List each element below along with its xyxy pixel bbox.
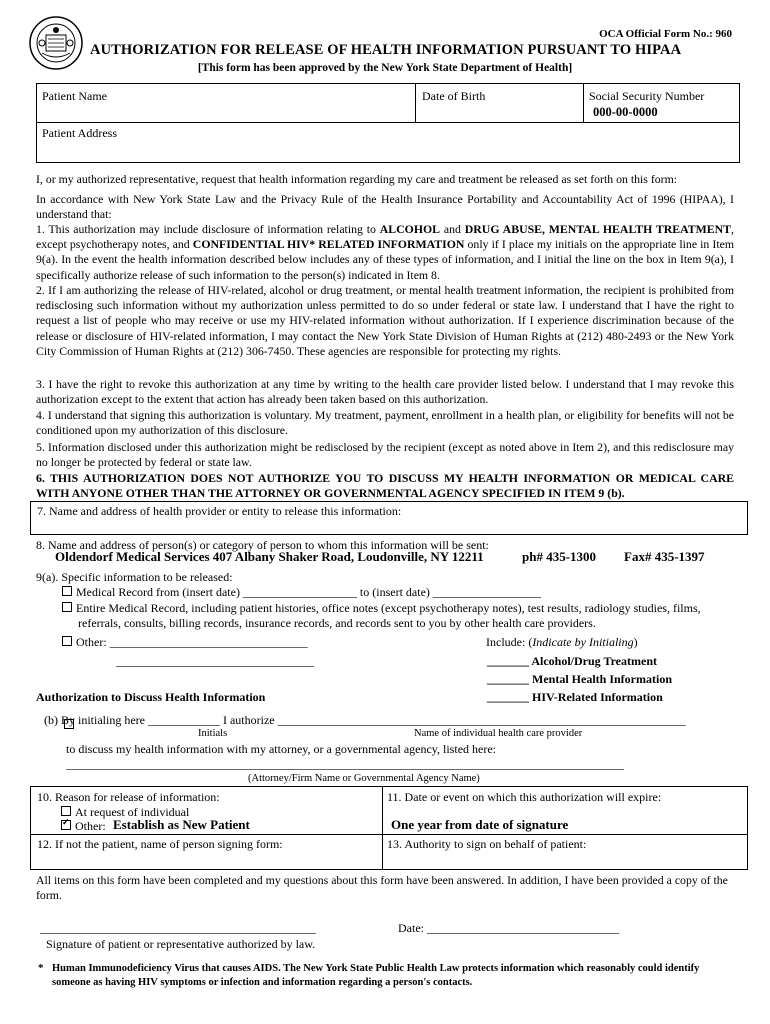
item-10-other[interactable]: ✓Other: [61, 819, 106, 834]
include-label: Include: (Indicate by Initialing) [486, 635, 638, 649]
patient-address-field[interactable]: Patient Address [42, 126, 117, 140]
discuss-text: to discuss my health information with my attorney, or a governmental agency, listed here: [66, 742, 496, 756]
item-12-label[interactable]: 12. If not the patient, name of person signing form: [37, 837, 283, 851]
item-8-recipient[interactable]: Oldendorf Medical Services 407 Albany Shaker Road, Loudonville, NY 12211 [55, 549, 484, 564]
attorney-line[interactable]: _____________________________________________________________________________________________ [66, 757, 624, 771]
item-7-label: 7. Name and address of health provider or entity to release this information: [37, 504, 402, 518]
entire-record-checkbox[interactable] [62, 602, 72, 612]
item-10-reason-value[interactable]: Establish as New Patient [113, 817, 250, 832]
individual-checkbox[interactable] [61, 806, 71, 816]
item-5: 5. Information disclosed under this authorization might be redisclosed by the recipient (except as noted above in Item 2), and this redisclosure may no longer be protected by federal or state law. [36, 440, 734, 470]
date-of-birth-field[interactable]: Date of Birth [422, 89, 486, 103]
form-subtitle: [This form has been approved by the New York State Department of Health] [197, 62, 573, 74]
intro-statement: In accordance with New York State Law and the Privacy Rule of the Health Insurance Portability and Accountability Act of 1996 (HIPAA), I understand that: [36, 192, 734, 222]
signature-line[interactable]: ______________________________________________ [40, 921, 316, 935]
ssn-label: Social Security Number [589, 89, 705, 103]
provider-caption: Name of individual health care provider [414, 728, 583, 739]
item-11-label: 11. Date or event on which this authorization will expire: [387, 790, 662, 804]
item-8-phone: ph# 435-1300 [522, 549, 597, 564]
other-option[interactable]: Other: _________________________________ [62, 635, 308, 650]
auth-discuss-heading: Authorization to Discuss Health Information [36, 690, 266, 704]
form-title: AUTHORIZATION FOR RELEASE OF HEALTH INFORMATION PURSUANT TO HIPAA [90, 42, 682, 58]
include-mental-health[interactable]: _______ Mental Health Information [487, 672, 672, 686]
include-hiv[interactable]: _______ HIV-Related Information [487, 690, 663, 704]
item-7-box[interactable] [30, 501, 748, 535]
form-number: OCA Official Form No.: 960 [599, 28, 732, 40]
footnote-star: * [38, 962, 44, 974]
item-8-fax: Fax# 435-1397 [624, 549, 705, 564]
initials-caption: Initials [198, 728, 228, 739]
item-3: 3. I have the right to revoke this authorization at any time by writing to the health care provider listed below. I understand that I may revoke this authorization except to the extent that action has already been taken based on this authorization. [36, 377, 734, 407]
entire-record-option[interactable]: Entire Medical Record, including patient histories, office notes (except psychotherapy notes), test results, radiology studies, films, [62, 601, 701, 616]
item-9b-checkbox[interactable] [64, 719, 74, 729]
item-4: 4. I understand that signing this authorization is voluntary. My treatment, payment, enrollment in a health plan, or eligibility for benefits will not be conditioned upon my authorization of this disclosure. [36, 408, 734, 438]
ssn-field[interactable]: 000-00-0000 [593, 105, 658, 119]
other-blank-line[interactable]: _________________________________ [116, 654, 314, 668]
attorney-caption: (Attorney/Firm Name or Governmental Agency Name) [248, 773, 480, 784]
medical-record-checkbox[interactable] [62, 586, 72, 596]
footnote: Human Immunodeficiency Virus that causes AIDS. The New York State Public Health Law protects information which reasonably could identify someone as having HIV symptoms or infection and information regarding a person's contacts. [52, 963, 700, 988]
request-statement: I, or my authorized representative, request that health information regarding my care and treatment be released as set forth on this form: [36, 172, 678, 186]
item-1: 1. This authorization may include disclosure of information relating to ALCOHOL and DRUG ABUSE, MENTAL HEALTH TREATMENT, except psychotherapy notes, and CONFIDENTIAL HIV* RELATED INFORMATION only if I place my initials on the appropriate line in Item 9(a). In the event the health information described below includes any of these types of information, and I initial the line on the box in Item 9(a), I specifically authorize release of such information to the person(s) indicated in Item 8. [36, 222, 735, 282]
item-8-label: 8. Name and address of person(s) or category of person to whom this information will be sent: [36, 538, 489, 552]
item-11-expiration-value[interactable]: One year from date of signature [391, 817, 569, 832]
other-reason-checkbox[interactable] [61, 820, 71, 830]
item-9b[interactable]: (b) By initialing here ____________ I authorize ____________________________________________________________________ [44, 713, 686, 727]
items-10-13-table [30, 786, 748, 870]
patient-info-table [36, 83, 740, 163]
medical-record-option[interactable]: Medical Record from (insert date) ___________________ to (insert date) __________________ [62, 585, 541, 600]
entire-record-detail: referrals, consults, billing records, insurance records, and records sent to you by other health care providers. [78, 616, 596, 630]
date-field[interactable]: Date: ________________________________ [398, 921, 619, 935]
include-alcohol-drug[interactable]: _______ Alcohol/Drug Treatment [487, 654, 657, 668]
item-10-label: 10. Reason for release of information: [37, 790, 220, 804]
item-9a-label: 9(a). Specific information to be released: [36, 570, 233, 584]
item-2: 2. If I am authorizing the release of HIV-related, alcohol or drug treatment, or mental health treatment information, the recipient is prohibited from redisclosing such information without my authorization unless permitted to do so under federal or state law. I understand that I have the right to request a list of people who may receive or use my HIV-related information without authorization. If I experience discrimination because of the release or disclosure of HIV-related information, I may contact the New York State Division of Human Rights at (212) 480-2493 or the New York City Commission of Human Rights at (212) 306-7450. These agencies are responsible for protecting my rights. [36, 283, 734, 358]
other-checkbox[interactable] [62, 636, 72, 646]
item-13-label[interactable]: 13. Authority to sign on behalf of patient: [387, 837, 587, 851]
patient-name-field[interactable]: Patient Name [42, 89, 107, 103]
item-6: 6. THIS AUTHORIZATION DOES NOT AUTHORIZE YOU TO DISCUSS MY HEALTH INFORMATION OR MEDICAL CARE WITH ANYONE OTHER THAN THE ATTORNEY OR GOVERNMENTAL AGENCY SPECIFIED IN ITEM 9 (b). [36, 471, 734, 501]
completion-statement: All items on this form have been completed and my questions about this form have been answered. In addition, I have been provided a copy of the form. [36, 873, 728, 903]
item-10-individual[interactable]: At request of individual [61, 805, 189, 820]
signature-caption: Signature of patient or representative authorized by law. [46, 937, 316, 951]
